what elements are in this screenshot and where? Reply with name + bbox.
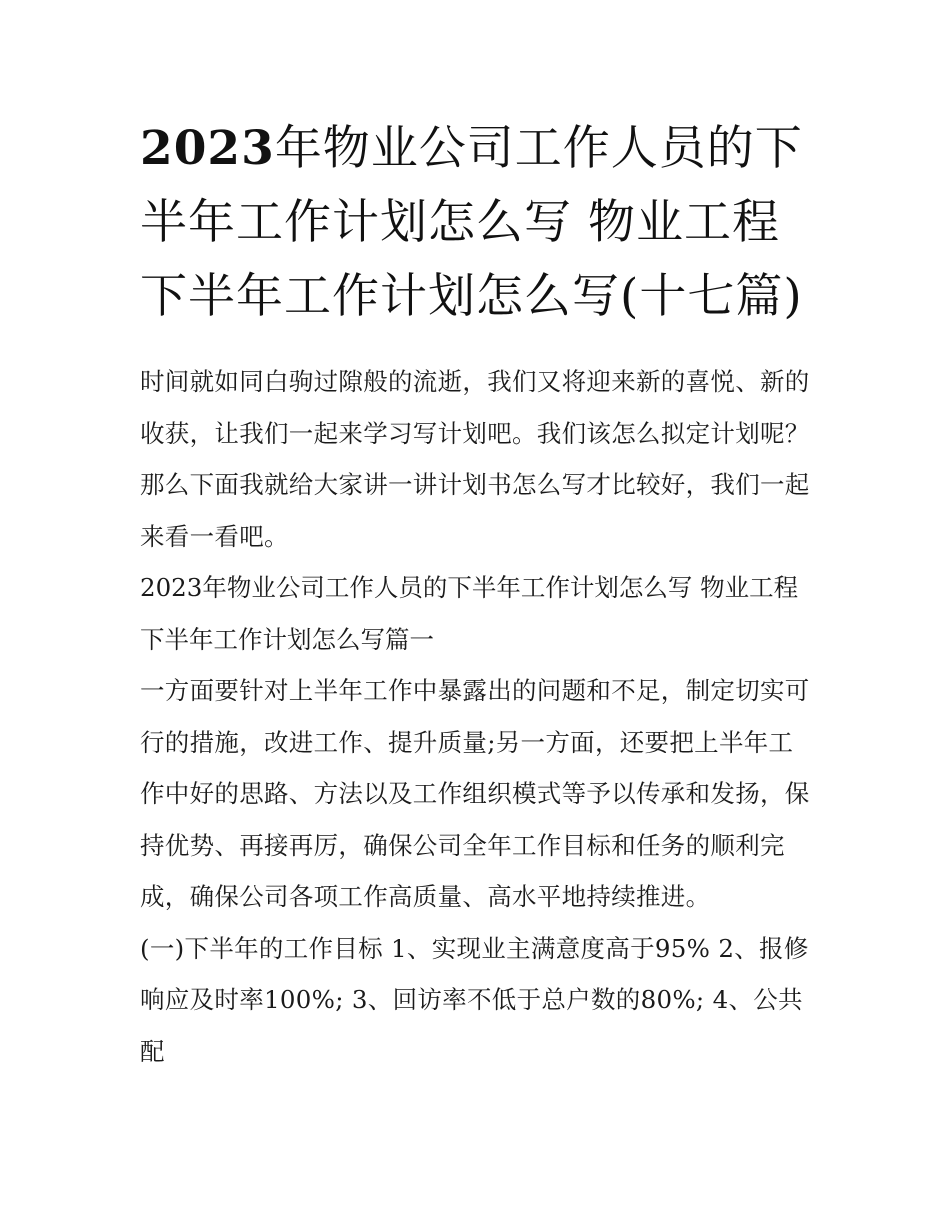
title-text: 年物业公司工作人员的下半年工作计划怎么写 物业工程下半年工作计划怎么写(十七篇) — [140, 121, 803, 324]
body-paragraph: 一方面要针对上半年工作中暴露出的问题和不足，制定切实可行的措施，改进工作、提升质量;另一方面，还要把上半年工作中好的思路、方法以及工作组织模式等予以传承和发扬，保持优势、再接再厉，确保公司全年工作目标和任务的顺利完成，确保公司各项工作高质量、高水平地持续推进。 — [140, 676, 810, 911]
goals-paragraph: (一)下半年的工作目标 1、实现业主满意度高于95% 2、报修响应及时率100%; 3、回访率不低于总户数的80%; 4、公共配 — [140, 933, 809, 1066]
document-page — [140, 112, 812, 1077]
section-heading: 2023年物业公司工作人员的下半年工作计划怎么写 物业工程下半年工作计划怎么写篇一 — [140, 573, 799, 654]
intro-paragraph: 时间就如同白驹过隙般的流逝，我们又将迎来新的喜悦、新的收获，让我们一起来学习写计划吧。我们该怎么拟定计划呢？那么下面我就给大家讲一讲计划书怎么写才比较好，我们一起来看一看吧。 — [140, 367, 810, 551]
document-title — [140, 112, 812, 334]
title-year: 2023 — [140, 121, 275, 176]
